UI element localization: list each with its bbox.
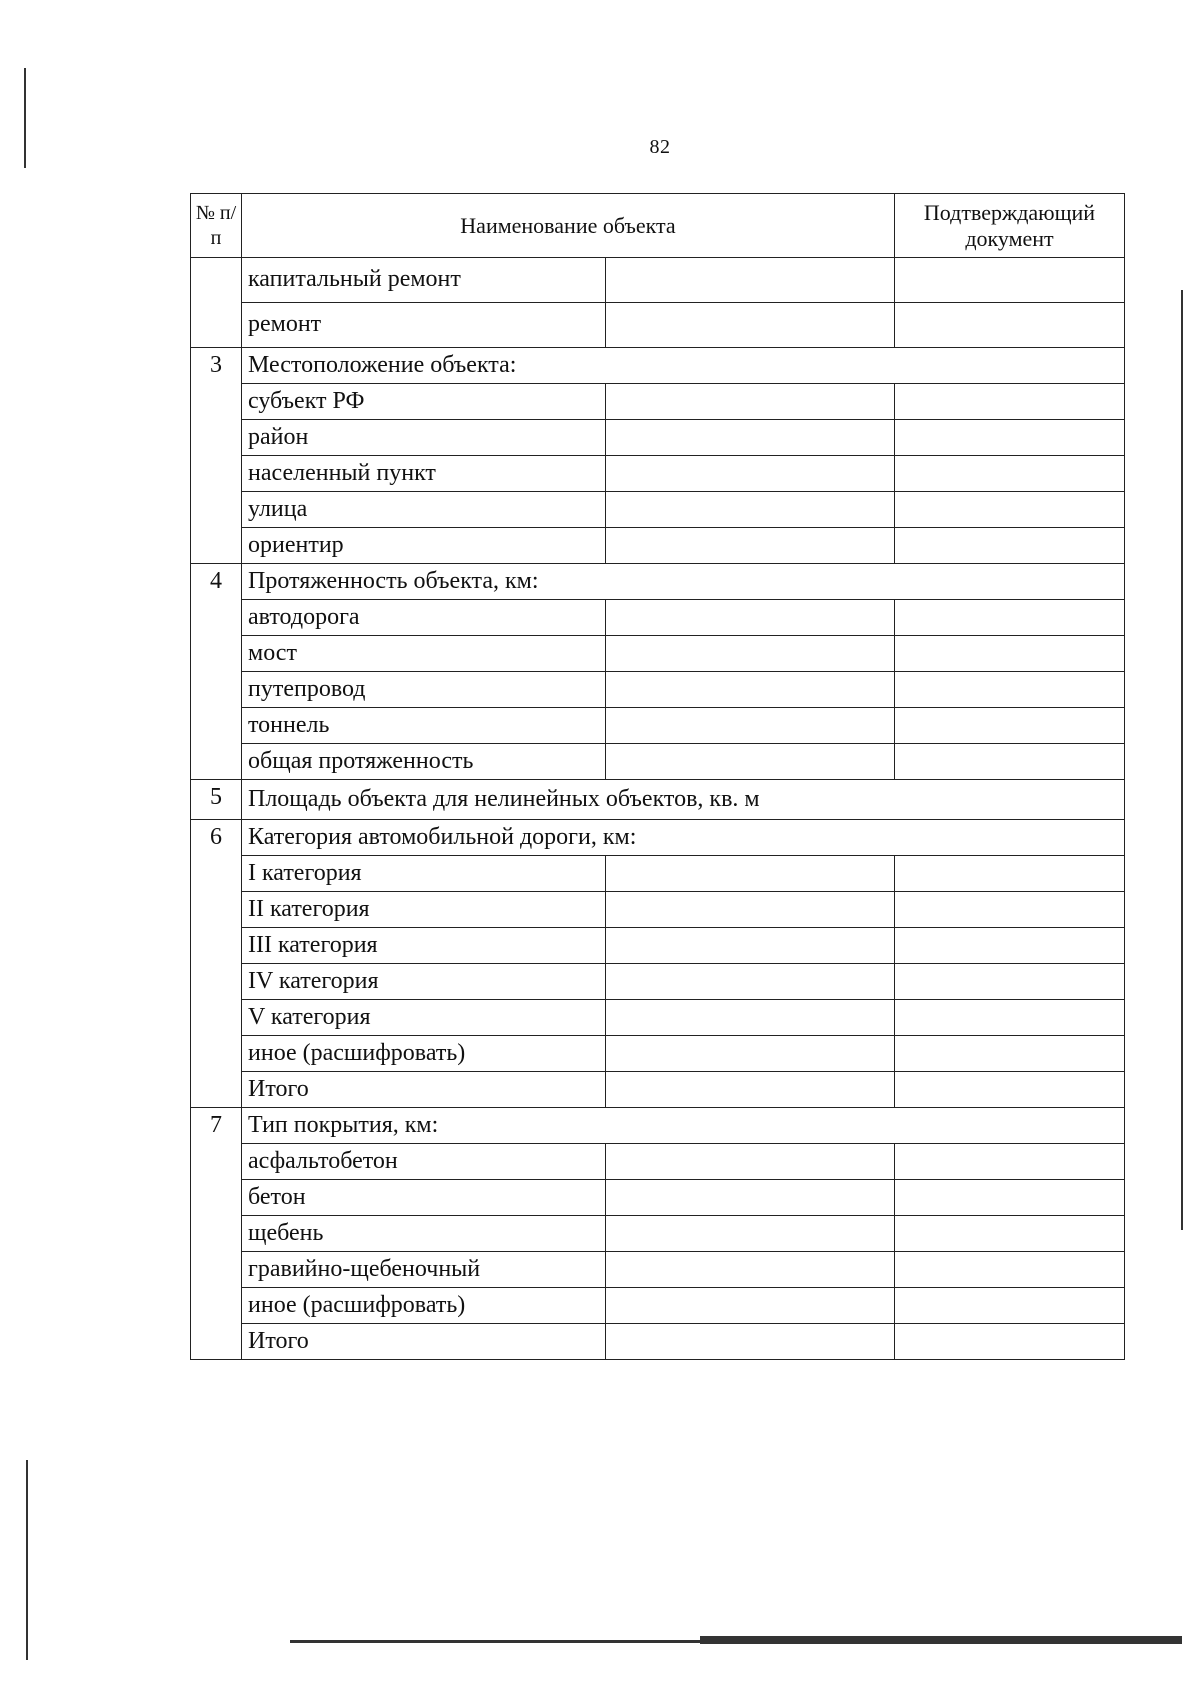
section-number: 6 — [191, 820, 242, 1108]
section-title-row — [191, 564, 1125, 600]
value-field[interactable] — [606, 672, 895, 708]
table-row — [191, 303, 1125, 348]
section-title-row — [191, 820, 1125, 856]
table-header-row — [191, 194, 1125, 258]
section-title-row — [191, 348, 1125, 384]
value-field[interactable] — [606, 964, 895, 1000]
item-name: район — [242, 420, 606, 456]
object-info-table — [190, 193, 1125, 1360]
table-row — [191, 856, 1125, 892]
table-row — [191, 1036, 1125, 1072]
document-field[interactable] — [895, 856, 1125, 892]
table-row — [191, 1144, 1125, 1180]
value-field[interactable] — [606, 384, 895, 420]
document-field[interactable] — [895, 384, 1125, 420]
value-field[interactable] — [606, 258, 895, 303]
section-title: Тип покрытия, км: — [242, 1108, 1125, 1144]
value-field[interactable] — [606, 708, 895, 744]
document-field[interactable] — [895, 1180, 1125, 1216]
item-name: I категория — [242, 856, 606, 892]
item-name: ремонт — [242, 303, 606, 348]
value-field[interactable] — [606, 492, 895, 528]
value-field[interactable] — [606, 636, 895, 672]
page-number: 82 — [649, 136, 671, 158]
header-object-name: Наименование объекта — [242, 194, 895, 258]
table-row — [191, 420, 1125, 456]
table-row — [191, 1216, 1125, 1252]
item-name: мост — [242, 636, 606, 672]
table-row — [191, 636, 1125, 672]
table-row — [191, 492, 1125, 528]
section-number: 4 — [191, 564, 242, 780]
item-name: иное (расшифровать) — [242, 1288, 606, 1324]
document-field[interactable] — [895, 420, 1125, 456]
value-field[interactable] — [606, 744, 895, 780]
value-field[interactable] — [606, 856, 895, 892]
table-row — [191, 528, 1125, 564]
document-field[interactable] — [895, 1288, 1125, 1324]
item-name: Итого — [242, 1324, 606, 1360]
value-field[interactable] — [606, 1072, 895, 1108]
section-number: 7 — [191, 1108, 242, 1360]
document-field[interactable] — [895, 492, 1125, 528]
section-title: Категория автомобильной дороги, км: — [242, 820, 1125, 856]
table-row — [191, 672, 1125, 708]
item-name: Итого — [242, 1072, 606, 1108]
header-confirming-document: Подтверждающий документ — [895, 194, 1125, 258]
document-field[interactable] — [895, 456, 1125, 492]
header-number: № п/п — [191, 194, 242, 258]
table-row — [191, 1288, 1125, 1324]
value-field[interactable] — [606, 1036, 895, 1072]
section-number: 3 — [191, 348, 242, 564]
document-field[interactable] — [895, 892, 1125, 928]
value-field[interactable] — [606, 1252, 895, 1288]
item-name: бетон — [242, 1180, 606, 1216]
value-field[interactable] — [606, 456, 895, 492]
item-name: субъект РФ — [242, 384, 606, 420]
value-field[interactable] — [606, 1000, 895, 1036]
item-name: иное (расшифровать) — [242, 1036, 606, 1072]
item-name: V категория — [242, 1000, 606, 1036]
document-field[interactable] — [895, 1072, 1125, 1108]
section-title: Протяженность объекта, км: — [242, 564, 1125, 600]
document-field[interactable] — [895, 964, 1125, 1000]
section-title-row — [191, 1108, 1125, 1144]
item-name: III категория — [242, 928, 606, 964]
document-field[interactable] — [895, 672, 1125, 708]
table-row — [191, 600, 1125, 636]
item-name: IV категория — [242, 964, 606, 1000]
item-name: гравийно-щебеночный — [242, 1252, 606, 1288]
section-title: Местоположение объекта: — [242, 348, 1125, 384]
document-field[interactable] — [895, 600, 1125, 636]
item-name: щебень — [242, 1216, 606, 1252]
document-field[interactable] — [895, 528, 1125, 564]
value-field[interactable] — [606, 303, 895, 348]
scan-bottom-bar-thick — [700, 1636, 1182, 1644]
value-field[interactable] — [606, 1324, 895, 1360]
item-name: населенный пункт — [242, 456, 606, 492]
value-field[interactable] — [606, 528, 895, 564]
scan-margin-line-left-bottom — [26, 1460, 28, 1660]
document-field[interactable] — [895, 1216, 1125, 1252]
table-row — [191, 892, 1125, 928]
document-field[interactable] — [895, 744, 1125, 780]
item-name: общая протяженность — [242, 744, 606, 780]
document-field[interactable] — [895, 636, 1125, 672]
item-name: капитальный ремонт — [242, 258, 606, 303]
table-row — [191, 384, 1125, 420]
item-name: ориентир — [242, 528, 606, 564]
item-name: улица — [242, 492, 606, 528]
item-name: тоннель — [242, 708, 606, 744]
document-field[interactable] — [895, 1036, 1125, 1072]
value-field[interactable] — [606, 420, 895, 456]
section-number: 5 — [191, 780, 242, 820]
table-row — [191, 1072, 1125, 1108]
table-row — [191, 744, 1125, 780]
table-row — [191, 258, 1125, 303]
document-field[interactable] — [895, 258, 1125, 303]
table-row — [191, 456, 1125, 492]
value-field[interactable] — [606, 1144, 895, 1180]
item-name: II категория — [242, 892, 606, 928]
value-field[interactable] — [606, 600, 895, 636]
table-row — [191, 1180, 1125, 1216]
item-name: асфальтобетон — [242, 1144, 606, 1180]
section-title: Площадь объекта для нелинейных объектов, кв. м — [242, 780, 1125, 820]
item-name: автодорога — [242, 600, 606, 636]
document-field[interactable] — [895, 1324, 1125, 1360]
table-row — [191, 928, 1125, 964]
value-field[interactable] — [606, 1180, 895, 1216]
table-row — [191, 1324, 1125, 1360]
document-field[interactable] — [895, 708, 1125, 744]
value-field[interactable] — [606, 1216, 895, 1252]
table-row — [191, 964, 1125, 1000]
document-field[interactable] — [895, 1252, 1125, 1288]
table-body — [191, 258, 1125, 1360]
document-field[interactable] — [895, 928, 1125, 964]
scan-margin-line-right — [1181, 290, 1183, 1230]
table-row — [191, 1000, 1125, 1036]
value-field[interactable] — [606, 1288, 895, 1324]
section-number — [191, 258, 242, 348]
document-field[interactable] — [895, 303, 1125, 348]
value-field[interactable] — [606, 892, 895, 928]
value-field[interactable] — [606, 928, 895, 964]
document-field[interactable] — [895, 1144, 1125, 1180]
table-row — [191, 1252, 1125, 1288]
section-title-row — [191, 780, 1125, 820]
document-field[interactable] — [895, 1000, 1125, 1036]
item-name: путепровод — [242, 672, 606, 708]
table-row — [191, 708, 1125, 744]
